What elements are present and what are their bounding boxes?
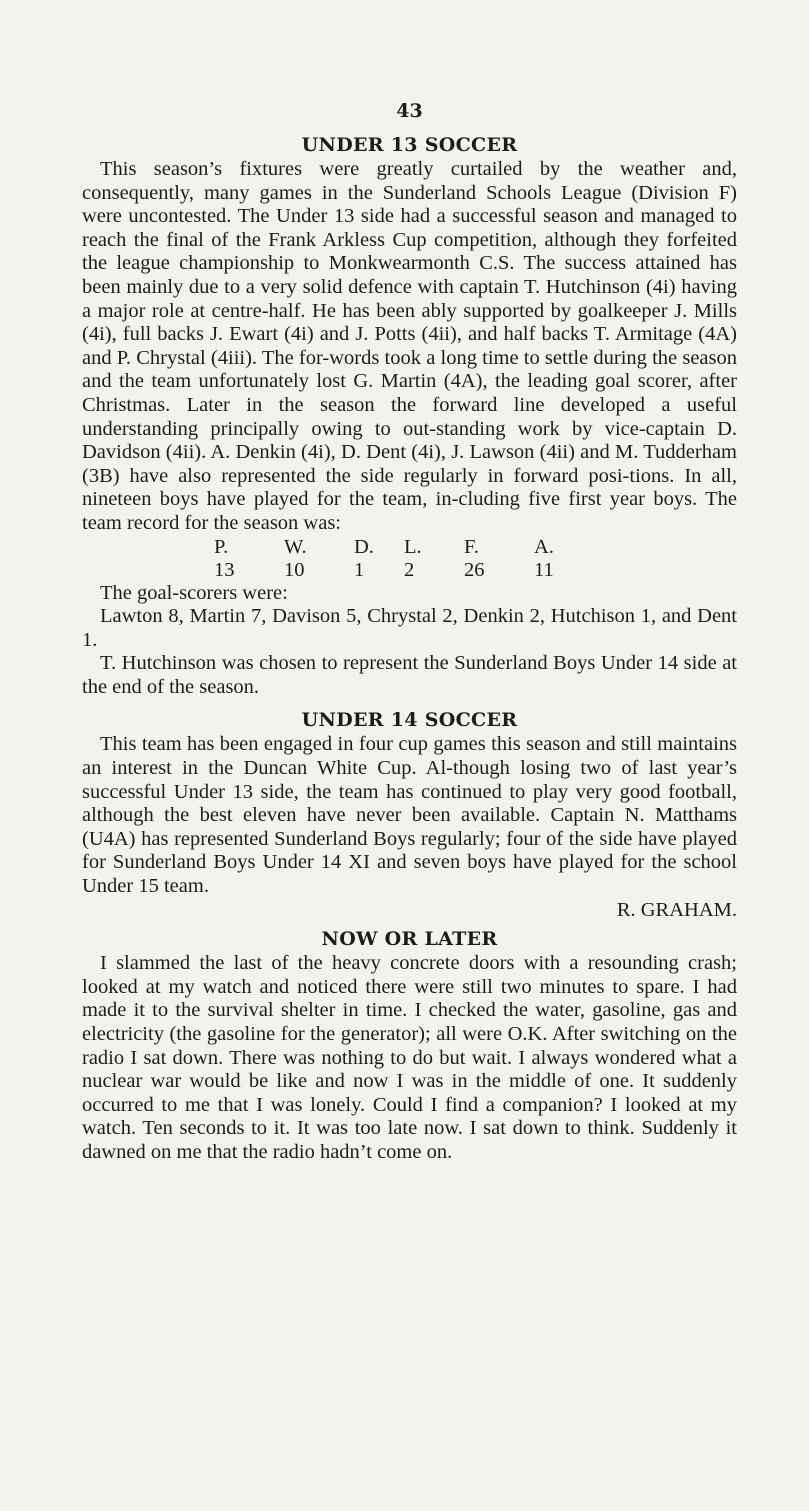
record-header-a: A. [534,535,554,558]
author-signature: R. GRAHAM. [616,898,737,921]
record-value-w: 10 [284,558,305,581]
record-value-d: 1 [354,558,365,581]
section-title-under-13: UNDER 13 SOCCER [301,134,518,156]
record-header-l: L. [404,535,422,558]
under-13-paragraph: This season’s fixtures were greatly curtailed by the weather and, consequently, many games in the Sunderland Schools League (Division F) were uncontested. The Under 13 side had a successful season and managed to reach the final of the Frank Arkless Cup competition, although they forfeited the league championship to Monkwearmonth C.S. The success attained has been mainly due to a very solid defence with captain T. Hutchinson (4i) having a major role at centre-half. He has been ably supported by goalkeeper J. Mills (4i), full backs J. Ewart (4i) and J. Potts (4ii), and half backs T. Armitage (4A) and P. Chrystal (4iii). The for-words took a long time to settle during the season and the team unfortunately lost G. Martin (4A), the leading goal scorer, after Christmas. Later in the season the forward line developed a useful understanding principally owing to out-standing work by vice-captain D. Davidson (4ii). A. Denkin (4i), D. Dent (4i), J. Lawson (4ii) and M. Tudderham (3B) have also represented the side regularly in forward posi-tions. In all, nineteen boys have played for the team, in-cluding five first year boys. The team record for the season was: [82,158,737,534]
record-header-p: P. [214,535,229,558]
record-value-f: 26 [464,558,485,581]
now-or-later-paragraph: I slammed the last of the heavy concrete doors with a resounding crash; looked at my watch and noticed there were still two minutes to spare. I had made it to the survival shelter in time. I checked the water, gasoline, gas and electricity (the gasoline for the generator); all were O.K. After switching on the radio I sat down. There was nothing to do but wait. I always wondered what a nuclear war would be like and now I was in the middle of one. It suddenly occurred to me that I was lonely. Could I find a companion? I looked at my watch. Ten seconds to it. It was too late now. I sat down to think. Suddenly it dawned on me that the radio hadn’t come on. [82,952,737,1163]
representative-note: T. Hutchinson was chosen to represent the Sunderland Boys Under 14 side at the end of the season. [82,652,737,698]
section-title-now-or-later: NOW OR LATER [321,928,498,951]
section-gap [82,699,737,705]
record-header-d: D. [354,535,374,558]
record-header-w: W. [284,535,307,558]
goal-scorers-list: Lawton 8, Martin 7, Davison 5, Chrystal 2, Denkin 2, Hutchison 1, and Dent 1. [82,605,737,651]
page-number: 43 [396,100,423,122]
record-value-l: 2 [404,558,415,581]
team-record-values [214,559,737,582]
record-header-f: F. [464,535,479,558]
record-value-p: 13 [214,558,235,581]
section-title-under-14: UNDER 14 SOCCER [301,709,518,732]
goal-scorers-heading: The goal-scorers were: [100,581,288,604]
under-14-paragraph: This team has been engaged in four cup games this season and still maintains an interest in the Duncan White Cup. Al-though losing two of last year’s successful Under 13 side, the team has continued to play very good football, although the best eleven have never been available. Captain N. Matthams (U4A) has represented Sunderland Boys regularly; four of the side have played for Sunderland Boys Under 14 XI and seven boys have played for the school Under 15 team. [82,733,737,898]
record-value-a: 11 [534,558,554,581]
text-column [82,100,737,1165]
team-record-headers [214,536,737,559]
